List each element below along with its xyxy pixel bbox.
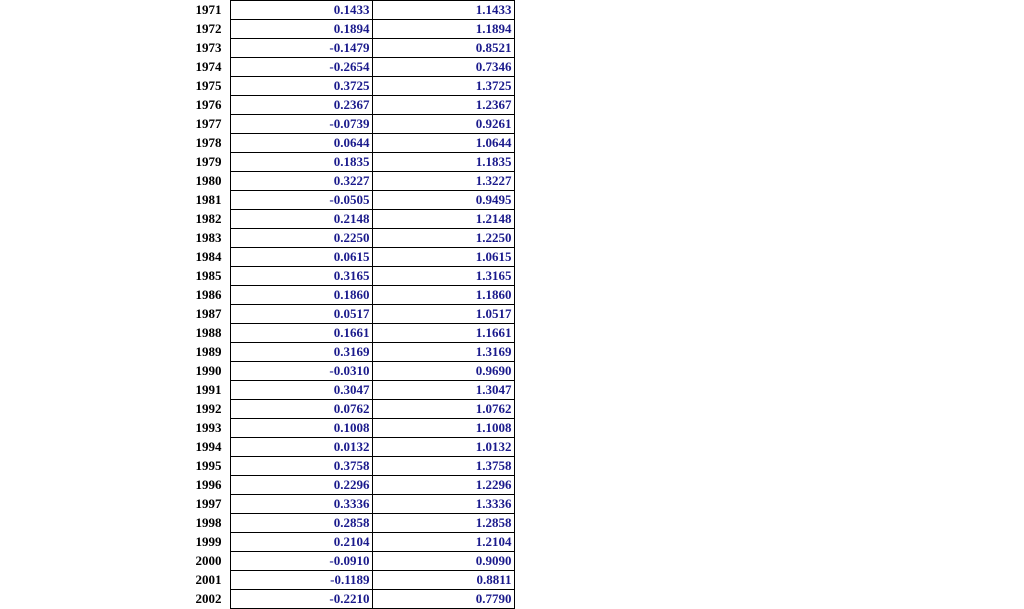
growth-factor-cell[interactable]: 0.9090 bbox=[372, 552, 514, 571]
year-cell[interactable]: 1971 bbox=[195, 2, 222, 17]
growth-factor-cell[interactable]: 0.8521 bbox=[372, 39, 514, 58]
year-cell[interactable]: 2001 bbox=[195, 572, 222, 587]
return-cell[interactable]: 0.0644 bbox=[230, 134, 372, 153]
table-row bbox=[0, 267, 514, 286]
year-cell[interactable]: 1976 bbox=[195, 97, 222, 112]
return-cell[interactable]: -0.1479 bbox=[230, 39, 372, 58]
growth-factor-cell[interactable]: 1.0644 bbox=[372, 134, 514, 153]
year-cell[interactable]: 1997 bbox=[195, 496, 222, 511]
table-row bbox=[0, 514, 514, 533]
return-cell[interactable]: 0.3227 bbox=[230, 172, 372, 191]
growth-factor-cell[interactable]: 1.1661 bbox=[372, 324, 514, 343]
return-cell[interactable]: 0.1894 bbox=[230, 20, 372, 39]
year-cell[interactable]: 1984 bbox=[195, 249, 222, 264]
year-cell[interactable]: 1998 bbox=[195, 515, 222, 530]
return-cell[interactable]: 0.2104 bbox=[230, 533, 372, 552]
table-row bbox=[0, 172, 514, 191]
year-cell[interactable]: 1993 bbox=[195, 420, 222, 435]
year-cell[interactable]: 2002 bbox=[195, 591, 222, 606]
growth-factor-cell[interactable]: 1.2104 bbox=[372, 533, 514, 552]
year-cell[interactable]: 1991 bbox=[195, 382, 222, 397]
table-row bbox=[0, 20, 514, 39]
year-cell[interactable]: 1983 bbox=[195, 230, 222, 245]
return-cell[interactable]: 0.3165 bbox=[230, 267, 372, 286]
year-cell[interactable]: 1977 bbox=[195, 116, 222, 131]
growth-factor-cell[interactable]: 1.0615 bbox=[372, 248, 514, 267]
return-cell[interactable]: 0.0615 bbox=[230, 248, 372, 267]
year-cell[interactable]: 1980 bbox=[195, 173, 222, 188]
growth-factor-cell[interactable]: 1.1835 bbox=[372, 153, 514, 172]
growth-factor-cell[interactable]: 1.0132 bbox=[372, 438, 514, 457]
year-cell[interactable]: 1995 bbox=[195, 458, 222, 473]
return-cell[interactable]: 0.1008 bbox=[230, 419, 372, 438]
return-cell[interactable]: 0.3725 bbox=[230, 77, 372, 96]
return-cell[interactable]: -0.0739 bbox=[230, 115, 372, 134]
year-cell[interactable]: 1990 bbox=[195, 363, 222, 378]
return-cell[interactable]: 0.3336 bbox=[230, 495, 372, 514]
growth-factor-cell[interactable]: 1.3758 bbox=[372, 457, 514, 476]
year-cell[interactable]: 1982 bbox=[195, 211, 222, 226]
table-row bbox=[0, 96, 514, 115]
year-cell[interactable]: 1987 bbox=[195, 306, 222, 321]
return-cell[interactable]: 0.1835 bbox=[230, 153, 372, 172]
return-cell[interactable]: 0.0762 bbox=[230, 400, 372, 419]
table-row bbox=[0, 39, 514, 58]
table-row bbox=[0, 77, 514, 96]
year-cell[interactable]: 1975 bbox=[195, 78, 222, 93]
return-cell[interactable]: 0.3758 bbox=[230, 457, 372, 476]
table-row bbox=[0, 153, 514, 172]
return-cell[interactable]: 0.2296 bbox=[230, 476, 372, 495]
growth-factor-cell[interactable]: 1.3169 bbox=[372, 343, 514, 362]
return-cell[interactable]: -0.2210 bbox=[230, 590, 372, 609]
growth-factor-cell[interactable]: 1.2250 bbox=[372, 229, 514, 248]
growth-factor-cell[interactable]: 1.3725 bbox=[372, 77, 514, 96]
return-cell[interactable]: -0.0505 bbox=[230, 191, 372, 210]
table-row bbox=[0, 571, 514, 590]
table-row bbox=[0, 457, 514, 476]
growth-factor-cell[interactable]: 1.2858 bbox=[372, 514, 514, 533]
return-cell[interactable]: 0.1661 bbox=[230, 324, 372, 343]
table-row bbox=[0, 381, 514, 400]
table-row bbox=[0, 210, 514, 229]
table-row bbox=[0, 305, 514, 324]
growth-factor-cell[interactable]: 1.3227 bbox=[372, 172, 514, 191]
table-row bbox=[0, 324, 514, 343]
return-cell[interactable]: 0.2367 bbox=[230, 96, 372, 115]
growth-factor-cell[interactable]: 1.1433 bbox=[372, 1, 514, 20]
table-row bbox=[0, 286, 514, 305]
table-row bbox=[0, 552, 514, 571]
growth-factor-cell[interactable]: 0.7346 bbox=[372, 58, 514, 77]
growth-factor-cell[interactable]: 0.9495 bbox=[372, 191, 514, 210]
year-cell[interactable]: 1996 bbox=[195, 477, 222, 492]
table-row bbox=[0, 1, 514, 20]
return-cell[interactable]: -0.0310 bbox=[230, 362, 372, 381]
return-cell[interactable]: 0.2250 bbox=[230, 229, 372, 248]
table-row bbox=[0, 248, 514, 267]
year-cell[interactable]: 1988 bbox=[195, 325, 222, 340]
growth-factor-cell[interactable]: 1.3336 bbox=[372, 495, 514, 514]
year-cell[interactable]: 1985 bbox=[195, 268, 222, 283]
year-cell[interactable]: 1999 bbox=[195, 534, 222, 549]
return-cell[interactable]: 0.0132 bbox=[230, 438, 372, 457]
return-cell[interactable]: -0.1189 bbox=[230, 571, 372, 590]
growth-factor-cell[interactable]: 1.2367 bbox=[372, 96, 514, 115]
table-row bbox=[0, 476, 514, 495]
return-cell[interactable]: 0.3047 bbox=[230, 381, 372, 400]
growth-factor-cell[interactable]: 1.1860 bbox=[372, 286, 514, 305]
table-row bbox=[0, 362, 514, 381]
year-cell[interactable]: 1978 bbox=[195, 135, 222, 150]
table-row bbox=[0, 58, 514, 77]
table-row bbox=[0, 419, 514, 438]
growth-factor-cell[interactable]: 0.7790 bbox=[372, 590, 514, 609]
table-row bbox=[0, 495, 514, 514]
return-cell[interactable]: 0.2148 bbox=[230, 210, 372, 229]
year-cell[interactable]: 1973 bbox=[195, 40, 222, 55]
growth-factor-cell[interactable]: 0.9690 bbox=[372, 362, 514, 381]
year-cell[interactable]: 1994 bbox=[195, 439, 222, 454]
table-row bbox=[0, 400, 514, 419]
table-row bbox=[0, 438, 514, 457]
year-cell[interactable]: 2000 bbox=[195, 553, 222, 568]
growth-factor-cell[interactable]: 0.8811 bbox=[372, 571, 514, 590]
spreadsheet-body bbox=[0, 1, 514, 609]
year-cell[interactable]: 1989 bbox=[195, 344, 222, 359]
table-row bbox=[0, 590, 514, 609]
return-cell[interactable]: 0.3169 bbox=[230, 343, 372, 362]
growth-factor-cell[interactable]: 1.3165 bbox=[372, 267, 514, 286]
growth-factor-cell[interactable]: 1.3047 bbox=[372, 381, 514, 400]
growth-factor-cell[interactable]: 1.0517 bbox=[372, 305, 514, 324]
table-row bbox=[0, 115, 514, 134]
table-row bbox=[0, 191, 514, 210]
growth-factor-cell[interactable]: 1.1008 bbox=[372, 419, 514, 438]
year-cell[interactable]: 1981 bbox=[195, 192, 222, 207]
return-cell[interactable]: -0.0910 bbox=[230, 552, 372, 571]
year-cell[interactable]: 1974 bbox=[195, 59, 222, 74]
year-cell[interactable]: 1979 bbox=[195, 154, 222, 169]
table-row bbox=[0, 343, 514, 362]
return-cell[interactable]: 0.2858 bbox=[230, 514, 372, 533]
growth-factor-cell[interactable]: 0.9261 bbox=[372, 115, 514, 134]
return-cell[interactable]: 0.1860 bbox=[230, 286, 372, 305]
return-cell[interactable]: -0.2654 bbox=[230, 58, 372, 77]
return-cell[interactable]: 0.1433 bbox=[230, 1, 372, 20]
growth-factor-cell[interactable]: 1.2148 bbox=[372, 210, 514, 229]
year-cell[interactable]: 1986 bbox=[195, 287, 222, 302]
table-row bbox=[0, 533, 514, 552]
year-cell[interactable]: 1992 bbox=[195, 401, 222, 416]
table-row bbox=[0, 134, 514, 153]
growth-factor-cell[interactable]: 1.1894 bbox=[372, 20, 514, 39]
return-cell[interactable]: 0.0517 bbox=[230, 305, 372, 324]
year-cell[interactable]: 1972 bbox=[195, 21, 222, 36]
growth-factor-cell[interactable]: 1.0762 bbox=[372, 400, 514, 419]
growth-factor-cell[interactable]: 1.2296 bbox=[372, 476, 514, 495]
table-row bbox=[0, 229, 514, 248]
